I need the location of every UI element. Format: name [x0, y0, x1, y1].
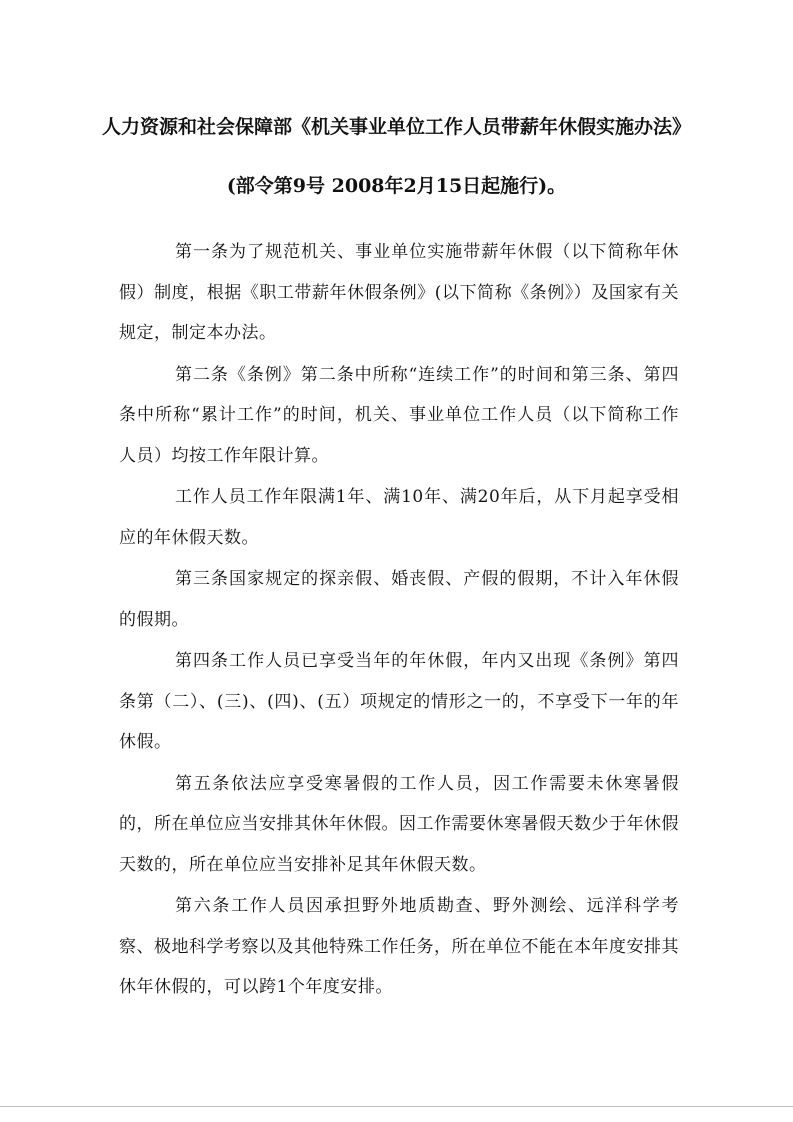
- document-title: 人力资源和社会保障部《机关事业单位工作人员带薪年休假实施办法》: [101, 116, 691, 138]
- document-body: [119, 232, 679, 1009]
- article-4-paragraph: 第四条工作人员已享受当年的年休假，年内又出现《条例》第四条第（二）、(三)、(四)、(五）项规定的情形之一的，不享受下一年的年休假。: [119, 651, 679, 752]
- article-2-paragraph: 第二条《条例》第二条中所称“连续工作”的时间和第三条、第四条中所称“累计工作”的时间，机关、事业单位工作人员（以下简称工作人员）均按工作年限计算。: [119, 364, 679, 466]
- article-2-continuation-paragraph: 工作人员工作年限满1年、满10年、满20年后，从下月起享受相应的年休假天数。: [119, 487, 679, 548]
- article-3-paragraph: 第三条国家规定的探亲假、婚丧假、产假的假期，不计入年休假的假期。: [119, 569, 679, 630]
- article-1-paragraph: 第一条为了规范机关、事业单位实施带薪年休假（以下简称年休假）制度，根据《职工带薪年休假条例》(以下简称《条例》）及国家有关规定，制定本办法。: [119, 242, 679, 343]
- document-subtitle: (部令第9号 2008年2月15日起施行)。: [226, 175, 567, 197]
- article-6-paragraph: 第六条工作人员因承担野外地质勘查、野外测绘、远洋科学考察、极地科学考察以及其他特殊工作任务，所在单位不能在本年度安排其休年休假的，可以跨1个年度安排。: [119, 896, 679, 997]
- page-bottom-divider: [0, 1106, 793, 1107]
- article-5-paragraph: 第五条依法应享受寒暑假的工作人员，因工作需要未休寒暑假的，所在单位应当安排其休年休假。因工作需要休寒暑假天数少于年休假天数的，所在单位应当安排补足其年休假天数。: [119, 773, 679, 875]
